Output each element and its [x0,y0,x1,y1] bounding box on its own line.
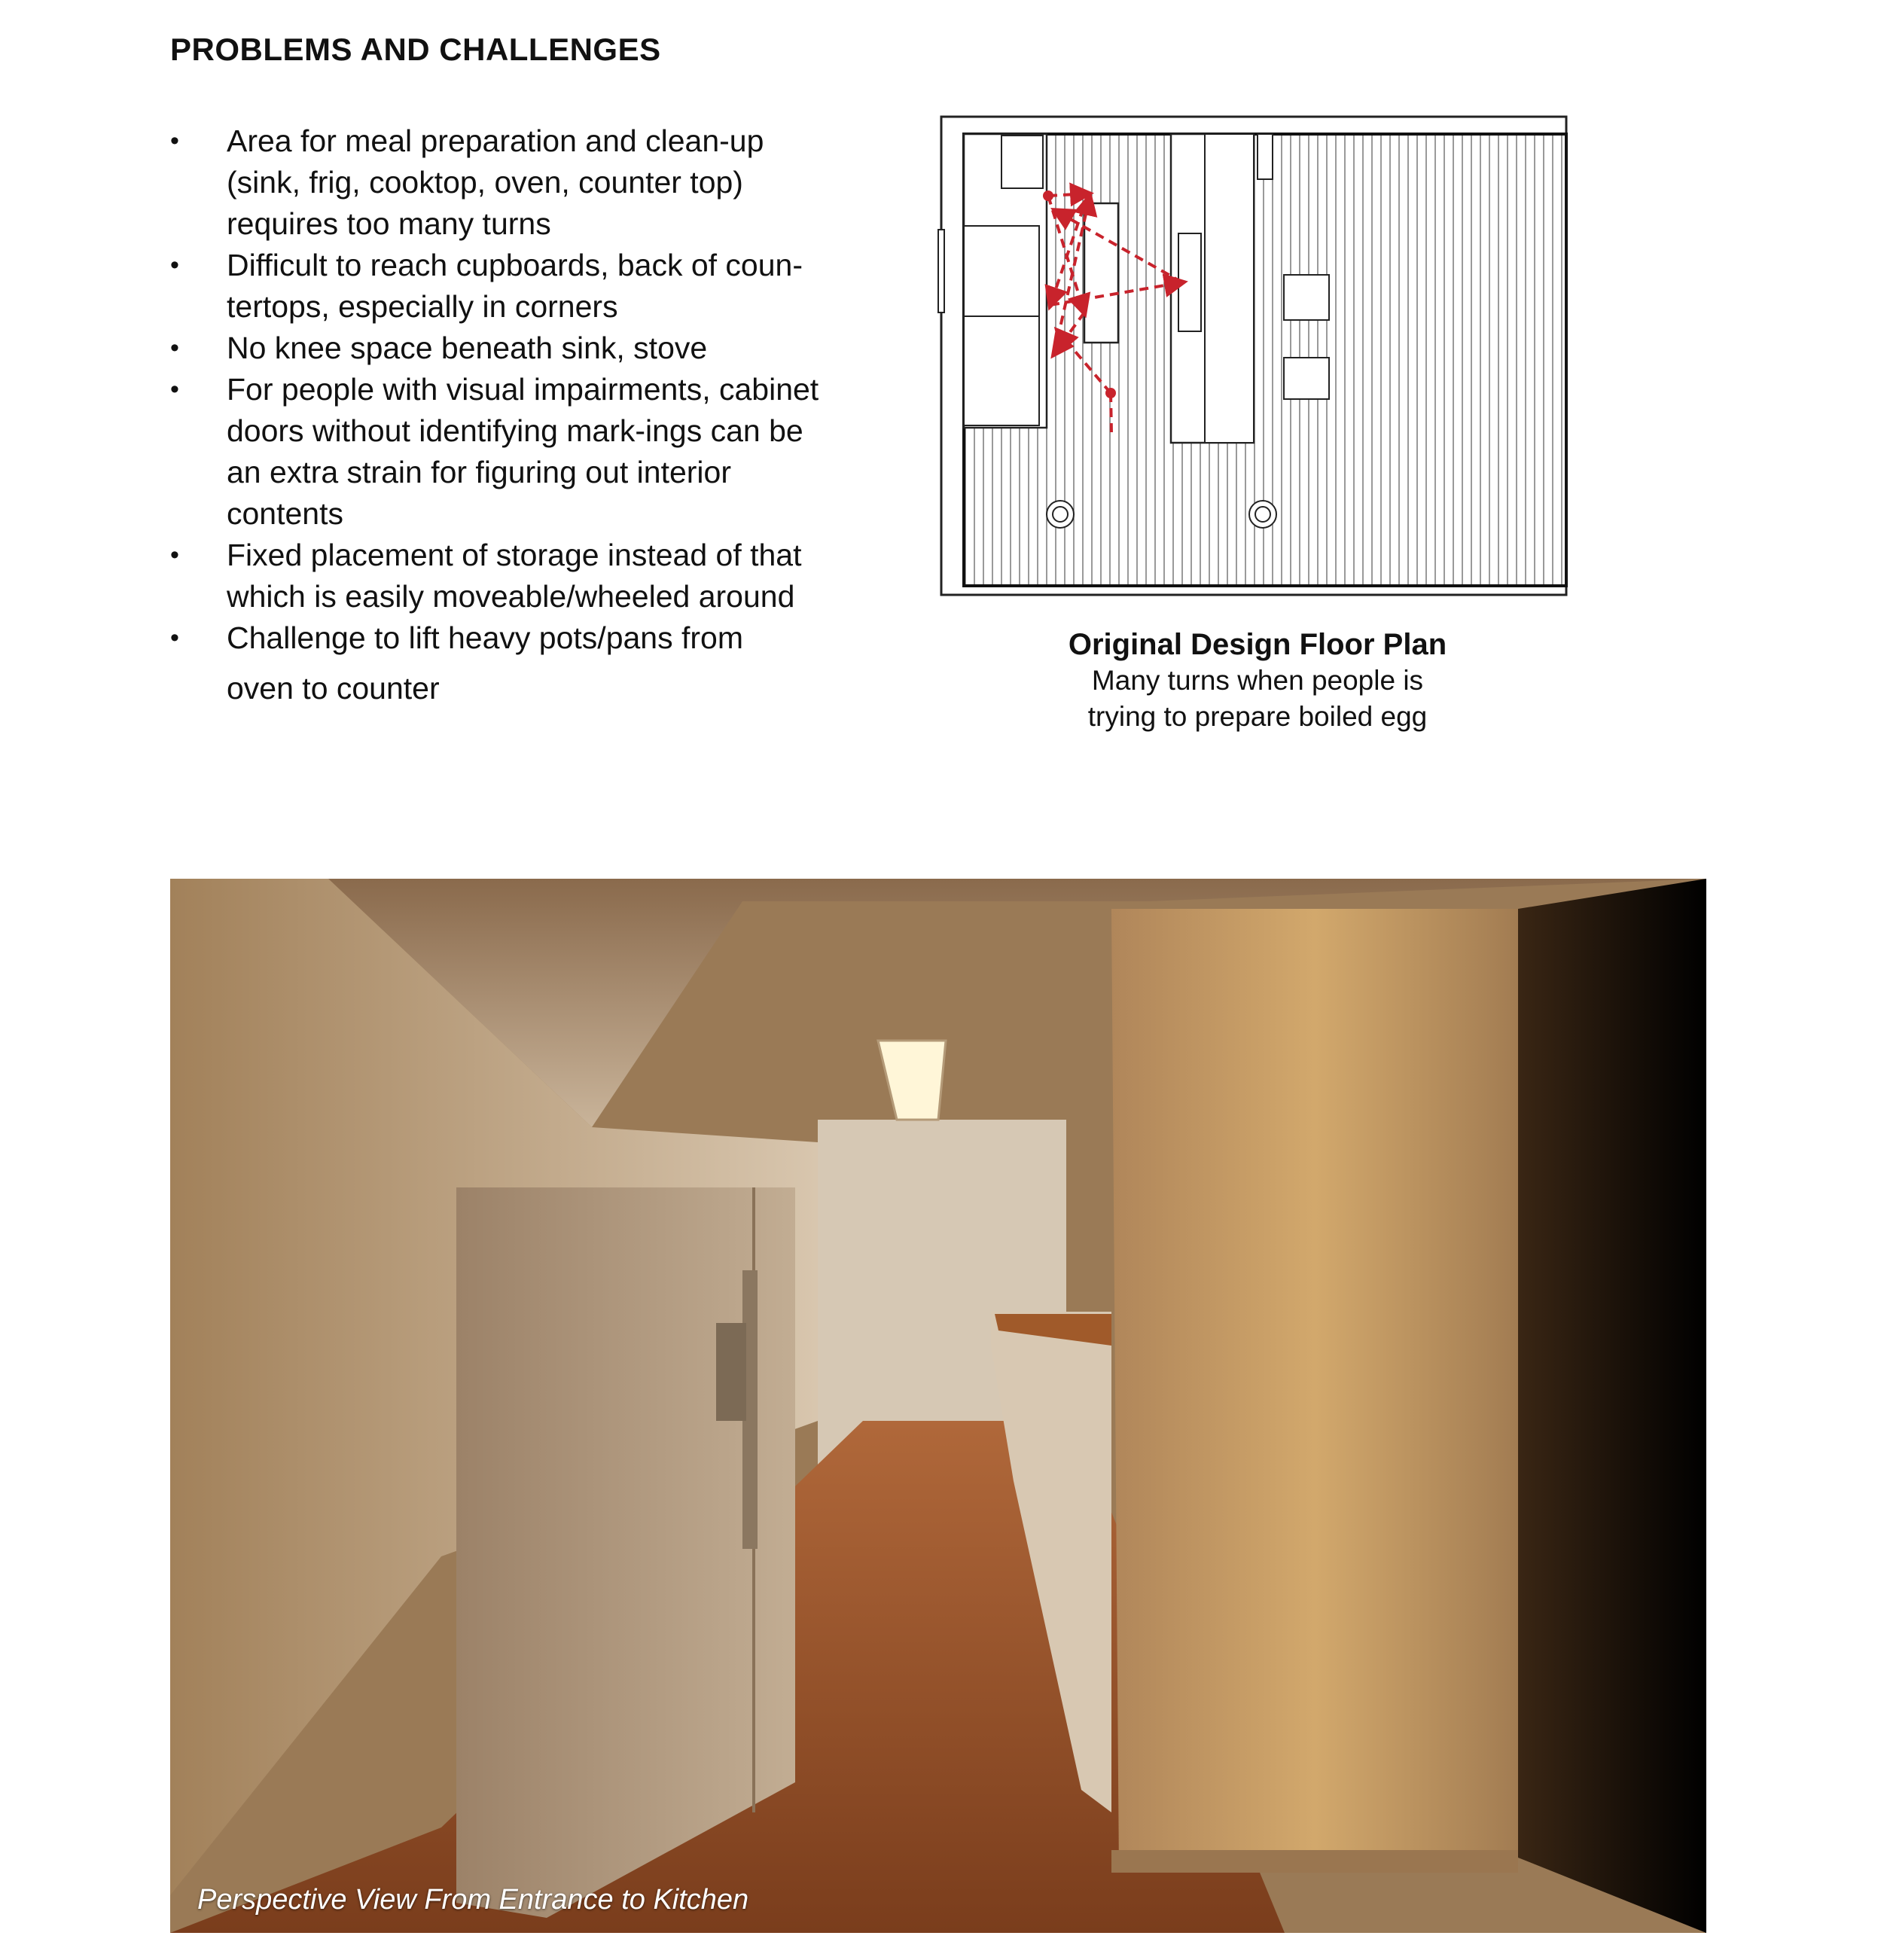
plan-center-block [1084,203,1118,343]
floor-plan-diagram [934,113,1570,602]
list-item: • Fixed placement of storage instead of that which is easily moveable/wheeled around [170,535,833,617]
plan-door [938,230,944,312]
plan-stool [1284,275,1329,320]
floor-plan-caption [979,626,1536,735]
render-pillar [1111,909,1518,1873]
list-item [170,617,833,709]
plan-stool [1284,358,1329,399]
path-start-point [1043,191,1053,201]
floor-plan-caption-title: Original Design Floor Plan [1068,628,1447,661]
plan-divider-wall [1205,134,1254,443]
list-item: • Difficult to reach cupboards, back of coun-tertops, especially in corners [170,245,833,328]
plan-column [1249,501,1276,528]
plan-stove [964,316,1039,425]
plan-upper-cabinet [1001,136,1043,188]
floor-plan-caption-line: trying to prepare boiled egg [1087,701,1428,732]
list-item-text: Challenge to lift heavy pots/pans from [227,620,743,655]
section-heading: PROBLEMS AND CHALLENGES [170,32,661,67]
list-item: • Area for meal preparation and clean-up (sink, frig, cooktop, oven, counter top) requires too many turns [170,120,833,245]
kitchen-perspective-render [170,879,1706,1933]
problems-list [170,120,833,709]
render-pillar-base [1111,1850,1518,1873]
plan-column [1047,501,1074,528]
path-end-point [1105,388,1116,398]
render-caption: Perspective View From Entrance to Kitchen [197,1884,749,1916]
plan-small-shelf [1258,134,1273,179]
render-fridge-dispenser [716,1323,746,1421]
floor-plan-caption-line: Many turns when people is [1091,665,1424,696]
render-dark-opening [1518,879,1706,1933]
list-item: • For people with visual impairments, cabinet doors without identifying mark-ings can be an extra strain for figuring out interior contents [170,369,833,535]
list-item-continuation: oven to counter [227,671,440,706]
plan-fridge [964,226,1039,316]
list-item: • No knee space beneath sink, stove [170,328,833,369]
